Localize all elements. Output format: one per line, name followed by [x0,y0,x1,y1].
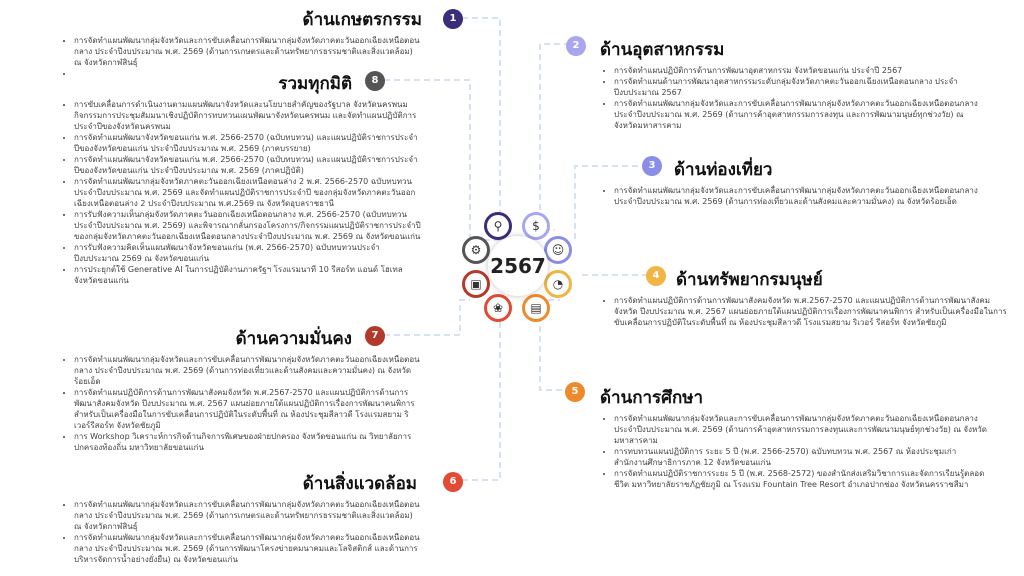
list-item: • การจัดทำแผนปฏิบัติราชการระยะ 5 ปี (พ.ศ. 2568-2572) ของสำนักส่งเสริมวิชาการและจัดการเรียนรู้ตลอดชีวิต มหาวิทยาลัยราชภัฏชัยภูมิ ณ โรงแรม Fountain Tree Resort อำเภอปากช่อง จังหวัดนครราชสีมา [614,468,990,490]
section-title: ด้านการศึกษา [600,388,704,408]
central-hub [458,206,578,326]
section-number-badge: 1 [443,9,463,29]
list-item: • การรับฟังความเห็นกลุ่มจังหวัดภาคตะวันออกเฉียงเหนือตอนกลาง พ.ศ. 2566-2570 (ฉบับทบทวนประจำปีงบประมาณ พ.ศ. 2569) และพิจารณากลั่นกรองโครงการ/กิจกรรมแผนปฏิบัติราชการประจำปีของกลุ่มจังหวัดภาคตะวันออกเฉียงเหนือตอนกลางประจำปีงบประมาณ พ.ศ. 2569 ณ จังหวัดขอนแก่น [74,209,422,242]
list-item: • การจัดทำแผนพัฒนาจังหวัดขอนแก่น พ.ศ. 2566-2570 (ฉบับทบทวน) และแผนปฏิบัติราชการประจำปีของจังหวัดขอนแก่น ประจำปีงบประมาณ พ.ศ. 2569 (ภาคบรรยาย) [74,132,422,154]
section-environment [60,470,422,565]
section-number-badge: 5 [565,382,585,402]
section-tourism [600,156,980,207]
section-number-badge: 6 [443,472,463,492]
list-item: • การจัดทำแผนพัฒนากลุ่มจังหวัดและการขับเคลื่อนการพัฒนากลุ่มจังหวัดภาคตะวันออกเฉียงเหนือตอนกลาง ประจำปีงบประมาณ พ.ศ. 2569 (ด้านการค้าอุตสาหกรรมการลงทุนและการพัฒนามนุษย์ทุกช่วงวัย) ณ จังหวัดมหาสารคาม [614,413,990,446]
section-number-badge: 4 [646,266,666,286]
list-item: • การรับฟังความคิดเห็นแผนพัฒนาจังหวัดขอนแก่น (พ.ศ. 2566-2570) ฉบับทบทวนประจำปีงบประมาณ 2569 ณ จังหวัดขอนแก่น [74,242,422,264]
list-item: • การทบทวนแผนปฏิบัติการ ระยะ 5 ปี (พ.ศ. 2566-2570) ฉบับทบทวน พ.ศ. 2567 ณ ห้องประชุมเก่า สำนักงานศึกษาธิการภาค 12 จังหวัดขอนแก่น [614,446,990,468]
list-item: • การจัดทำแผนพัฒนากลุ่มจังหวัดและการขับเคลื่อนการพัฒนากลุ่มจังหวัดภาคตะวันออกเฉียงเหนือตอนกลาง ประจำปีงบประมาณ พ.ศ. 2569 (ด้านการท่องเที่ยวและด้านสังคมและความมั่นคง) ณ จังหวัดร้อยเอ็ด [74,354,422,387]
section-human-resources [600,266,1010,328]
list-item: • การจัดทำแผนพัฒนากลุ่มจังหวัดและการขับเคลื่อนการพัฒนากลุ่มจังหวัดภาคตะวันออกเฉียงเหนือตอนกลาง ประจำปีงบประมาณ พ.ศ. 2569 (ด้านการท่องเที่ยวและด้านสังคมและความมั่นคง) ณ จังหวัดร้อยเอ็ด [614,185,980,207]
section-number-badge: 8 [365,71,385,91]
section-title: รวมทุกมิติ [278,74,352,94]
section-industry [600,36,980,131]
list-item: • การจัดทำแผนปฏิบัติการด้านการพัฒนาสังคมจังหวัด พ.ศ.2567-2570 และแผนปฏิบัติการด้านการพัฒนาสังคมจังหวัด ปีงบประมาณ พ.ศ. 2567 แผนย่อยภายใต้แผนปฏิบัติการเรื่องการพัฒนาคนพิการ สำหรับเป็นเครื่องมือในการขับเคลื่อนการปฏิบัติในระดับพื้นที่ ณ ห้องประชุมสีลาวดี โรงแรมสยาม ริเวอร์รีสอร์ท จังหวัดชัยภูมิ [74,387,422,431]
list-item: • การจัดทำแผนปฏิบัติการด้านการพัฒนาสังคมจังหวัด พ.ศ.2567-2570 และแผนปฏิบัติการด้านการพัฒนาสังคมจังหวัด ปีงบประมาณ พ.ศ. 2567 แผนย่อยภายใต้แผนปฏิบัติการเรื่องการพัฒนาคนพิการ สำหรับเป็นเครื่องมือในการขับเคลื่อนการปฏิบัติในระดับพื้นที่ ณ ห้องประชุมสีลาวดี โรงแรมสยาม ริเวอร์ รีสอร์ท จังหวัดชัยภูมิ [614,295,1010,328]
section-title: ด้านสิ่งแวดล้อม [302,474,417,494]
briefcase-icon: ▣ [462,270,490,298]
people-icon: ☺ [544,236,572,264]
network-icon: ❀ [484,294,512,322]
gear-icon: ⚙ [462,236,490,264]
section-title: ด้านทรัพยากรมนุษย์ [676,270,823,290]
list-item: • การจัดทำแผนพัฒนากลุ่มจังหวัดและการขับเคลื่อนการพัฒนากลุ่มจังหวัดภาคตะวันออกเฉียงเหนือตอนกลาง ประจำปีงบประมาณ พ.ศ. 2569 (ด้านการค้าอุตสาหกรรมการลงทุน และการพัฒนามนุษย์ทุกช่วงวัย) ณ จังหวัดมหาสารคาม [614,98,980,131]
list-item: • การขับเคลื่อนการดำเนินงานตามแผนพัฒนาจังหวัดและนโยบายสำคัญของรัฐบาล จังหวัดนครพนม กิจกรรมการประชุมสัมมนาเชิงปฏิบัติการทบทวนแผนพัฒนาจังหวัดนครพนม และจัดทำแผนปฏิบัติการประจำปีของจังหวัดนครพนม [74,99,422,132]
list-item: • การจัดทำแผนพัฒนากลุ่มจังหวัดและการขับเคลื่อนการพัฒนากลุ่มจังหวัดภาคตะวันออกเฉียงเหนือตอนกลาง ประจำปีงบประมาณ พ.ศ. 2569 (ด้านการเกษตรและด้านทรัพยากรธรรมชาติและสิ่งแวดล้อม) ณ จังหวัดกาฬสินธุ์ [74,499,422,532]
dollar-icon: $ [522,212,550,240]
section-title: ด้านอุตสาหกรรม [600,40,725,60]
section-title: ด้านเกษตรกรรม [302,10,422,30]
list-item: • การจัดทำแผนปฏิบัติการด้านการพัฒนาอุตสาหกรรม จังหวัดขอนแก่น ประจำปี 2567 [614,65,980,76]
list-item: • การจัดทำแผนพัฒนากลุ่มจังหวัดและการขับเคลื่อนการพัฒนากลุ่มจังหวัดภาคตะวันออกเฉียงเหนือตอนกลาง ประจำปีงบประมาณ พ.ศ. 2569 (ด้านการเกษตรและด้านทรัพยากรธรรมชาติและสิ่งแวดล้อม) ณ จังหวัดกาฬสินธุ์ [74,35,422,68]
search-icon: ⚲ [484,212,512,240]
section-education [600,384,990,490]
list-item: • การประยุกต์ใช้ Generative AI ในการปฏิบัติงานภาครัฐฯ โรงแรมนาที 10 รีสอร์ท แอนด์ โฮเทล จังหวัดขอนแก่น [74,264,422,286]
section-agriculture [60,6,422,79]
section-number-badge: 2 [566,36,586,56]
section-title: ด้านท่องเที่ยว [674,160,773,180]
center-year-label: 2567 [488,236,548,296]
list-item: • การ Workshop วิเคราะห์การกิจด้านกิจการพิเศษของฝ่ายปกครอง จังหวัดขอนแก่น ณ วิทยาลัยการปกครองท้องถิ่น มหาวิทยาลัยขอนแก่น [74,431,422,453]
section-title: ด้านความมั่นคง [235,329,352,349]
section-number-badge: 3 [642,156,662,176]
list-item: • การจัดทำแผนพัฒนากลุ่มจังหวัดและการขับเคลื่อนการพัฒนากลุ่มจังหวัดภาคตะวันออกเฉียงเหนือตอนกลาง ประจำปีงบประมาณ พ.ศ. 2569 (ด้านการพัฒนาโครงข่ายคมนาคมและโลจิสติกส์ และด้านการบริหารจัดการน้ำอย่างยั่งยืน) ณ จังหวัดขอนแก่น [74,532,422,565]
section-all-dimensions [60,70,422,286]
list-item: • การจัดทำแผนด้านการพัฒนาอุตสาหกรรมระดับกลุ่มจังหวัดภาคตะวันออกเฉียงเหนือตอนกลาง ประจำปีงบประมาณ 2567 [614,76,980,98]
list-item: • การจัดทำแผนพัฒนาจังหวัดขอนแก่น พ.ศ. 2566-2570 (ฉบับทบทวน) และแผนปฏิบัติราชการประจำปีของจังหวัดขอนแก่น ประจำปีงบประมาณ พ.ศ. 2569 (ภาคปฏิบัติ) [74,154,422,176]
section-number-badge: 7 [365,326,385,346]
section-security [60,325,422,453]
list-item: • การจัดทำแผนพัฒนากลุ่มจังหวัดภาคตะวันออกเฉียงเหนือตอนล่าง 2 พ.ศ. 2566-2570 ฉบับทบทวนประจำปีงบประมาณ พ.ศ. 2569 และจัดทำแผนปฏิบัติราชการประจำปี ของกลุ่มจังหวัดภาคตะวันออกเฉียงเหนือตอนล่าง 2 ประจำปีงบประมาณ พ.ศ.2569 ณ จังหวัดอุบลราชธานี [74,176,422,209]
document-search-icon: ▤ [522,294,550,322]
pie-chart-icon: ◔ [544,270,572,298]
